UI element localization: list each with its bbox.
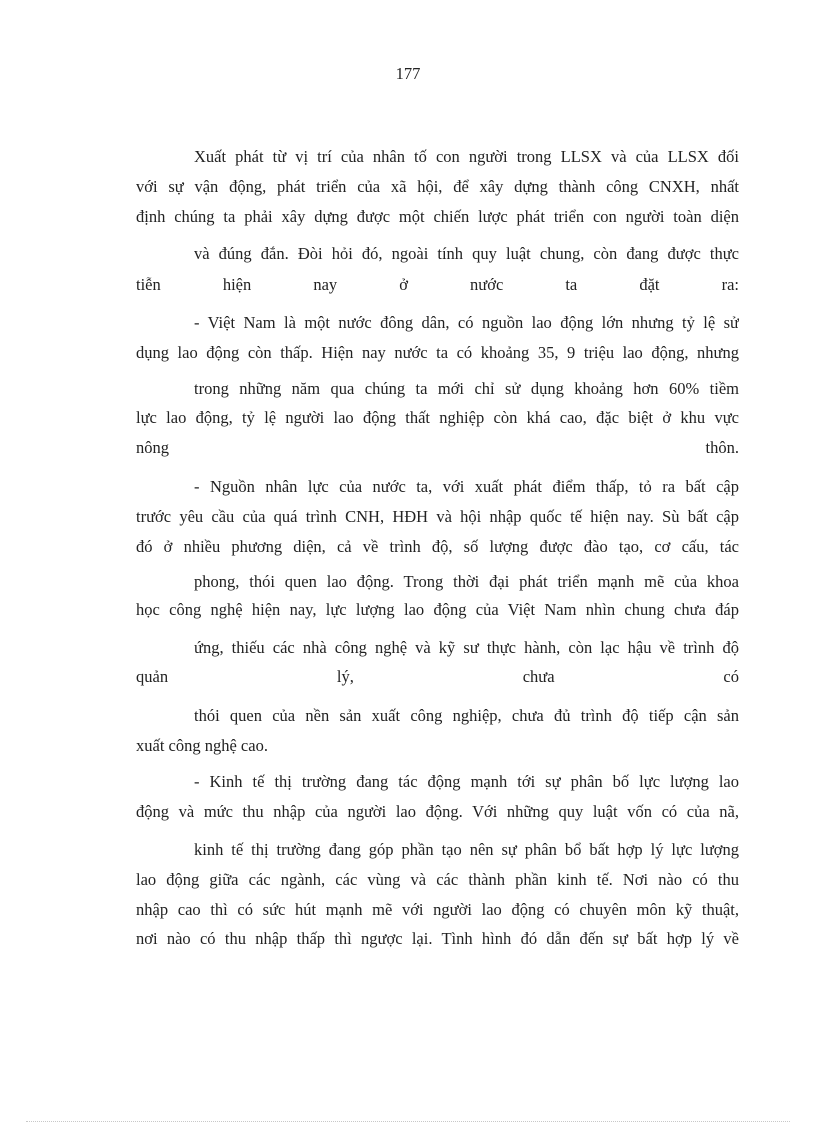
text-line-11: - Nguồn nhân lực của nước ta, với xuất phát điểm thấp, tỏ ra bất cập: [194, 477, 739, 496]
text-line-12: trước yêu cầu của quá trình CNH, HĐH và hội nhập quốc tế hiện nay. Sù bất cập: [136, 507, 739, 526]
text-line-14: phong, thói quen lao động. Trong thời đại phát triển mạnh mẽ của khoa: [194, 572, 739, 591]
text-line-4: và đúng đắn. Đòi hỏi đó, ngoài tính quy luật chung, còn đang được thực: [194, 244, 739, 263]
text-line-24: nhập cao thì có sức hút mạnh mẽ với người lao động có chuyên môn kỹ thuật,: [136, 900, 739, 919]
text-line-20: - Kinh tế thị trường đang tác động mạnh tới sự phân bố lực lượng lao: [194, 772, 739, 791]
text-line-25: nơi nào có thu nhập thấp thì ngược lại. Tình hình đó dẫn đến sự bất hợp lý về: [136, 929, 739, 948]
text-line-17: quản lý, chưa có: [136, 667, 739, 686]
text-line-5: tiễn hiện nay ở nước ta đặt ra:: [136, 275, 739, 294]
text-line-21: động và mức thu nhập của người lao động. Với những quy luật vốn có của nã,: [136, 802, 739, 821]
page-number: 177: [395, 64, 421, 83]
text-line-8: trong những năm qua chúng ta mới chỉ sử dụng khoảng hơn 60% tiềm: [194, 379, 739, 398]
text-line-16: ứng, thiếu các nhà công nghệ và kỹ sư thực hành, còn lạc hậu về trình độ: [194, 638, 739, 657]
text-line-22: kinh tế thị trường đang góp phần tạo nên sự phân bổ bất hợp lý lực lượng: [194, 840, 739, 859]
text-line-18: thói quen của nền sản xuất công nghiệp, chưa đủ trình độ tiếp cận sản: [194, 706, 739, 725]
text-line-7: dụng lao động còn thấp. Hiện nay nước ta có khoảng 35, 9 triệu lao động, nhưng: [136, 343, 739, 362]
text-line-15: học công nghệ hiện nay, lực lượng lao động của Việt Nam nhìn chung chưa đáp: [136, 600, 739, 619]
text-line-10: nông thôn.: [136, 438, 739, 457]
text-line-13: đó ở nhiều phương diện, cả về trình độ, số lượng được đào tạo, cơ cấu, tác: [136, 537, 739, 556]
text-line-6: - Việt Nam là một nước đông dân, có nguồn lao động lớn nhưng tỷ lệ sử: [194, 313, 739, 332]
text-line-23: lao động giữa các ngành, các vùng và các thành phần kinh tế. Nơi nào có thu: [136, 870, 739, 889]
footer-dotted-rule: [26, 1121, 790, 1122]
text-line-2: với sự vận động, phát triển của xã hội, để xây dựng thành công CNXH, nhất: [136, 177, 739, 196]
text-line-1: Xuất phát từ vị trí của nhân tố con người trong LLSX và của LLSX đối: [194, 147, 739, 166]
text-line-9: lực lao động, tỷ lệ người lao động thất nghiệp còn khá cao, đặc biệt ở khu vực: [136, 408, 739, 427]
text-line-3: định chúng ta phải xây dựng được một chiến lược phát triển con người toàn diện: [136, 207, 739, 226]
text-line-19: xuất công nghệ cao.: [136, 736, 268, 755]
